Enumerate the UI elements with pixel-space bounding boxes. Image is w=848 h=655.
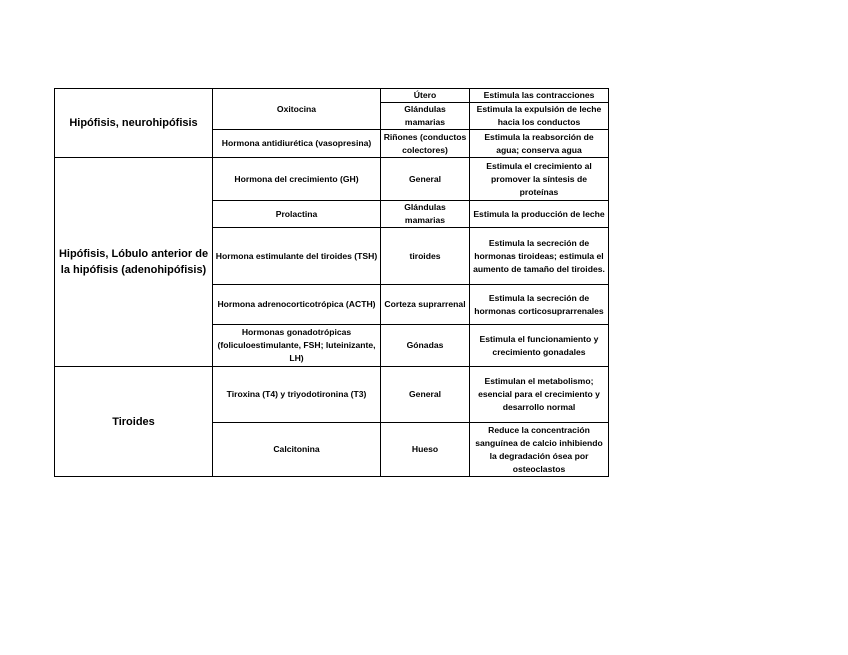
hormone-cell: Hormona estimulante del tiroides (TSH) (213, 228, 381, 285)
hormone-cell: Hormona adrenocorticotrópica (ACTH) (213, 285, 381, 325)
hormone-cell: Tiroxina (T4) y triyodotironina (T3) (213, 367, 381, 423)
effect-cell: Estimula la secreción de hormonas tiroideas; estimula el aumento de tamaño del tiroides. (470, 228, 609, 285)
target-cell: Hueso (381, 423, 470, 477)
effect-cell: Estimula el funcionamiento y crecimiento gonadales (470, 325, 609, 367)
effect-cell: Estimula la expulsión de leche hacia los conductos (470, 103, 609, 130)
target-cell: Glándulas mamarias (381, 201, 470, 228)
hormone-cell: Hormona antidiurética (vasopresina) (213, 130, 381, 158)
target-cell: tiroides (381, 228, 470, 285)
target-cell: General (381, 158, 470, 201)
hormone-cell: Hormonas gonadotrópicas (foliculoestimulante, FSH; luteinizante, LH) (213, 325, 381, 367)
hormone-cell: Hormona del crecimiento (GH) (213, 158, 381, 201)
effect-cell: Estimulan el metabolismo; esencial para el crecimiento y desarrollo normal (470, 367, 609, 423)
hormone-cell: Prolactina (213, 201, 381, 228)
target-cell: Útero (381, 89, 470, 103)
target-cell: Corteza suprarrenal (381, 285, 470, 325)
effect-cell: Estimula la producción de leche (470, 201, 609, 228)
target-cell: General (381, 367, 470, 423)
gland-cell: Tiroides (55, 367, 213, 477)
effect-cell: Estimula el crecimiento al promover la síntesis de proteínas (470, 158, 609, 201)
target-cell: Glándulas mamarias (381, 103, 470, 130)
hormone-table (54, 88, 609, 477)
target-cell: Gónadas (381, 325, 470, 367)
effect-cell: Estimula las contracciones (470, 89, 609, 103)
hormone-cell: Oxitocina (213, 89, 381, 130)
table-row (55, 367, 609, 423)
table-row (55, 158, 609, 201)
effect-cell: Estimula la secreción de hormonas corticosuprarrenales (470, 285, 609, 325)
effect-cell: Estimula la reabsorción de agua; conserva agua (470, 130, 609, 158)
effect-cell: Reduce la concentración sanguínea de calcio inhibiendo la degradación ósea por osteoclastos (470, 423, 609, 477)
target-cell: Riñones (conductos colectores) (381, 130, 470, 158)
gland-cell: Hipófisis, neurohipófisis (55, 89, 213, 158)
gland-cell: Hipófisis, Lóbulo anterior de la hipófisis (adenohipófisis) (55, 158, 213, 367)
hormone-cell: Calcitonina (213, 423, 381, 477)
table-row (55, 89, 609, 103)
